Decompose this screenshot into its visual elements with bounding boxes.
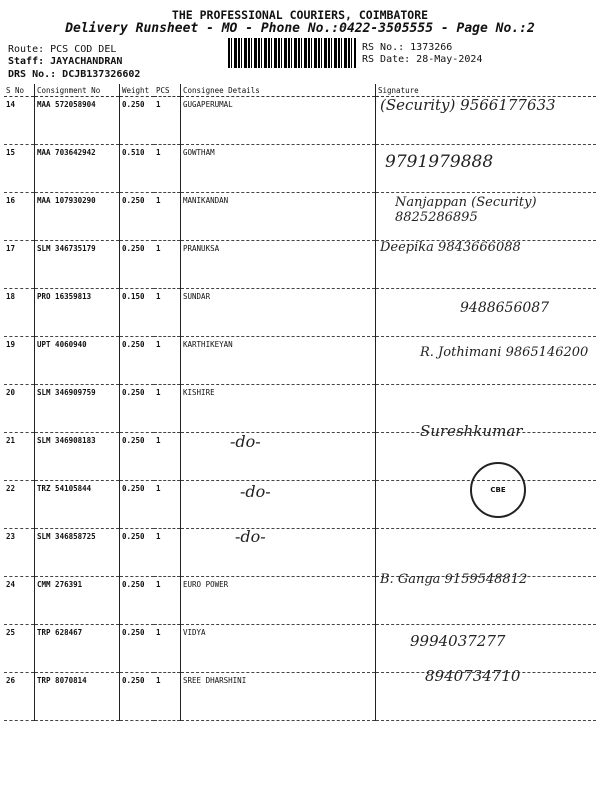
cell-weight: 0.250 [120, 241, 155, 289]
cell-pcs: 1 [154, 337, 181, 385]
ditto-22: -do- [240, 482, 271, 501]
cell-consignment: SLM 346735179 [35, 241, 120, 289]
cell-consignment: SLM 346858725 [35, 529, 120, 577]
col-sno: S No [4, 84, 35, 97]
cell-signature [376, 337, 597, 385]
cell-weight: 0.250 [120, 529, 155, 577]
cell-weight: 0.250 [120, 193, 155, 241]
cell-consignment: TRP 628467 [35, 625, 120, 673]
col-pcs: PCS [154, 84, 181, 97]
cell-consignment: MAA 703642942 [35, 145, 120, 193]
drs-number: DRS No.: DCJB137326602 [8, 69, 141, 80]
ditto-21: -do- [230, 432, 261, 451]
cell-pcs: 1 [154, 241, 181, 289]
company-title: THE PROFESSIONAL COURIERS, COIMBATORE [171, 8, 429, 22]
cell-weight: 0.250 [120, 97, 155, 145]
cell-sno: 19 [4, 337, 35, 385]
cell-consignment: MAA 572058904 [35, 97, 120, 145]
cell-weight: 0.250 [120, 337, 155, 385]
signature-17: Deepika 9843666088 [380, 240, 521, 255]
signature-15: 9791979888 [385, 152, 494, 172]
cell-weight: 0.510 [120, 145, 155, 193]
cell-consignee: GUGAPERUMAL [181, 97, 376, 145]
cell-sno: 21 [4, 433, 35, 481]
table-row [4, 625, 596, 673]
cell-pcs: 1 [154, 481, 181, 529]
cell-pcs: 1 [154, 433, 181, 481]
cell-pcs: 1 [154, 673, 181, 721]
cell-consignee: SREE DHARSHINI [181, 673, 376, 721]
cell-pcs: 1 [154, 529, 181, 577]
col-consignment: Consignment No [35, 84, 120, 97]
cell-consignment: MAA 107930290 [35, 193, 120, 241]
cell-sno: 23 [4, 529, 35, 577]
table-row [4, 145, 596, 193]
signature-25: 9994037277 [410, 632, 506, 650]
cell-sno: 22 [4, 481, 35, 529]
cell-consignment: CMM 276391 [35, 577, 120, 625]
barcode [228, 38, 356, 68]
runsheet-subtitle: Delivery Runsheet - MO - Phone No.:0422-3505555 - Page No.:2 [65, 21, 535, 36]
cell-consignee [181, 529, 376, 577]
cell-consignee [181, 433, 376, 481]
table-header [4, 84, 596, 97]
cell-consignment: UPT 4060940 [35, 337, 120, 385]
staff-label: Staff: JAYACHANDRAN [8, 56, 123, 67]
signature-14: (Security) 9566177633 [380, 96, 556, 114]
route-label: Route: PCS COD DEL [8, 44, 117, 55]
col-weight: Weight [120, 84, 155, 97]
signature-18: 9488656087 [460, 300, 550, 316]
cell-weight: 0.250 [120, 433, 155, 481]
cell-weight: 0.150 [120, 289, 155, 337]
cell-consignment: SLM 346909759 [35, 385, 120, 433]
cell-consignee: PRANUKSA [181, 241, 376, 289]
cell-pcs: 1 [154, 385, 181, 433]
cell-consignee: EURO POWER [181, 577, 376, 625]
cell-pcs: 1 [154, 97, 181, 145]
signature-24: B. Ganga 9159548812 [380, 572, 528, 587]
cell-sno: 17 [4, 241, 35, 289]
cell-consignment: TRZ 54105844 [35, 481, 120, 529]
signature-19: R. Jothimani 9865146200 [420, 345, 589, 360]
runsheet-table [4, 84, 596, 721]
cell-pcs: 1 [154, 577, 181, 625]
cell-pcs: 1 [154, 145, 181, 193]
signature-26: 8940734710 [425, 667, 521, 685]
cell-sno: 15 [4, 145, 35, 193]
cell-consignee [181, 481, 376, 529]
col-signature: Signature [376, 84, 597, 97]
signature-21: Sureshkumar [420, 422, 523, 440]
rs-number: RS No.: 1373266 [362, 42, 453, 53]
table-row [4, 529, 596, 577]
cell-weight: 0.250 [120, 673, 155, 721]
cell-weight: 0.250 [120, 625, 155, 673]
cell-sno: 20 [4, 385, 35, 433]
cell-consignee: KARTHIKEYAN [181, 337, 376, 385]
cell-sno: 25 [4, 625, 35, 673]
cell-consignment: SLM 346908183 [35, 433, 120, 481]
cell-pcs: 1 [154, 289, 181, 337]
signature-16: Nanjappan (Security) 8825286895 [395, 195, 537, 225]
cell-pcs: 1 [154, 625, 181, 673]
cell-consignee: GOWTHAM [181, 145, 376, 193]
cell-sno: 16 [4, 193, 35, 241]
cell-pcs: 1 [154, 193, 181, 241]
cell-sno: 24 [4, 577, 35, 625]
cell-consignee: VIDYA [181, 625, 376, 673]
cell-weight: 0.250 [120, 481, 155, 529]
cell-sno: 18 [4, 289, 35, 337]
cell-consignment: TRP 8070814 [35, 673, 120, 721]
cell-signature [376, 529, 597, 577]
cell-sno: 26 [4, 673, 35, 721]
cell-consignment: PRO 16359813 [35, 289, 120, 337]
cbe-stamp: CBE [470, 462, 526, 518]
cell-weight: 0.250 [120, 385, 155, 433]
cell-consignee: MANIKANDAN [181, 193, 376, 241]
ditto-23: -do- [235, 527, 266, 546]
rs-date: RS Date: 28-May-2024 [362, 54, 483, 65]
cell-consignee: KISHIRE [181, 385, 376, 433]
cell-consignee: SUNDAR [181, 289, 376, 337]
col-consignee: Consignee Details [181, 84, 376, 97]
cell-weight: 0.250 [120, 577, 155, 625]
table-row [4, 337, 596, 385]
cell-sno: 14 [4, 97, 35, 145]
